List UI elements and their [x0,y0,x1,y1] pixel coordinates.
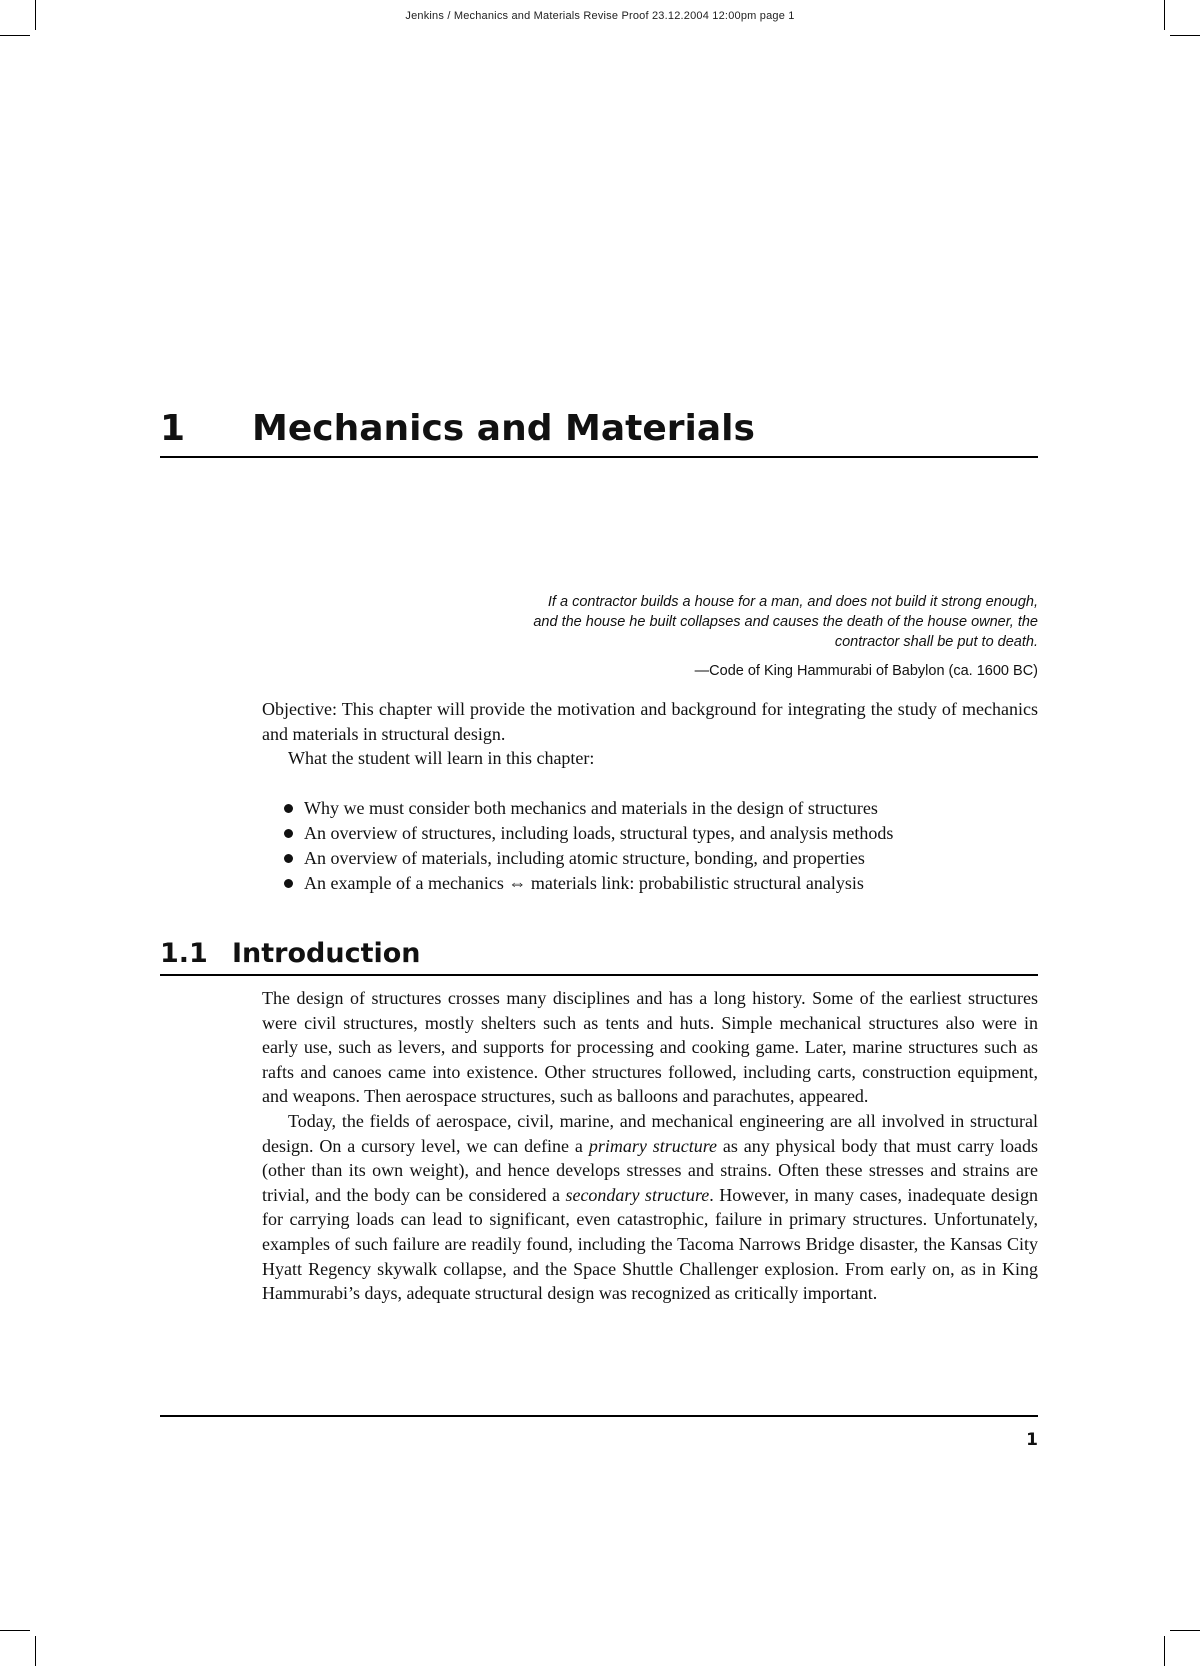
introduction-body [262,986,1038,1306]
epigraph [440,592,1038,652]
crop-mark-top-right-h [1170,35,1200,36]
bullet-icon [284,879,293,888]
intro-paragraph-2: Today, the fields of aerospace, civil, marine, and mechanical engineering are all involved in structural design. On a cursory level, we can define a primary structure as any physical body that must carry loads (other than its own weight), and hence develops stresses and strains. Often these stresses and strains are trivial, and the body can be considered a secondary structure. However, in many cases, inadequate design for carrying loads can lead to significant, even catastrophic, failure in primary structures. Unfortunately, examples of such failure are readily found, including the Tacoma Narrows Bridge disaster, the Kansas City Hyatt Regency skywalk collapse, and the Space Shuttle Challenger explosion. From early on, as in King Hammurabi’s days, adequate structural design was recognized as critically important. [262,1110,1039,1304]
list-item: An overview of structures, including loads, structural types, and analysis methods [282,821,1038,846]
crop-mark-bottom-left-h [0,1630,30,1631]
section-title: Introduction [232,938,421,969]
objective-block [262,697,1038,771]
crop-mark-bottom-right-h [1170,1630,1200,1631]
bullet-icon [284,854,293,863]
crop-mark-bottom-left-v [35,1636,36,1666]
term-secondary-structure: secondary structure [565,1184,710,1205]
learn-intro: What the student will learn in this chapter: [288,748,595,769]
chapter-number: 1 [160,408,186,449]
section-rule [160,974,1038,976]
chapter-heading [160,404,1038,460]
list-item: Why we must consider both mechanics and materials in the design of structures [282,796,1038,821]
bullet-icon [284,804,293,813]
list-item: An overview of materials, including atomic structure, bonding, and properties [282,846,1038,871]
list-item: An example of a mechanics ⇔ materials link: probabilistic structural analysis [282,871,1038,896]
intro-paragraph-1: The design of structures crosses many disciplines and has a long history. Some of the earliest structures were civil structures, mostly shelters such as tents and huts. Simple mechanical structures also were in early use, such as levers, and supports for processing and cooking game. Later, marine structures such as rafts and canoes came into existence. Other structures followed, including carts, construction equipment, and weapons. Then aerospace structures, such as balloons and parachutes, appeared. [262,988,1038,1107]
crop-mark-top-left-h [0,35,30,36]
running-head: Jenkins / Mechanics and Materials Revise Proof 23.12.2004 12:00pm page 1 [405,10,795,22]
page-number: 1 [1026,1430,1038,1450]
learning-bullets [282,796,1038,896]
section-heading [160,934,1038,974]
section-number: 1.1 [160,938,208,969]
epigraph-line-3: contractor shall be put to death. [834,634,1038,650]
footer-rule [160,1415,1038,1417]
bullet-icon [284,829,293,838]
epigraph-attribution: —Code of King Hammurabi of Babylon (ca. 1600 BC) [694,663,1038,679]
chapter-title: Mechanics and Materials [252,408,755,449]
crop-mark-bottom-right-v [1164,1636,1165,1666]
epigraph-line-1: If a contractor builds a house for a man, and does not build it strong enough, [547,594,1038,610]
objective-text: Objective: This chapter will provide the motivation and background for integrating the study of mechanics and materials in structural design. [262,699,1038,744]
term-primary-structure: primary structure [588,1135,718,1156]
chapter-rule [160,456,1038,458]
epigraph-line-2: and the house he built collapses and causes the death of the house owner, the [533,614,1038,630]
